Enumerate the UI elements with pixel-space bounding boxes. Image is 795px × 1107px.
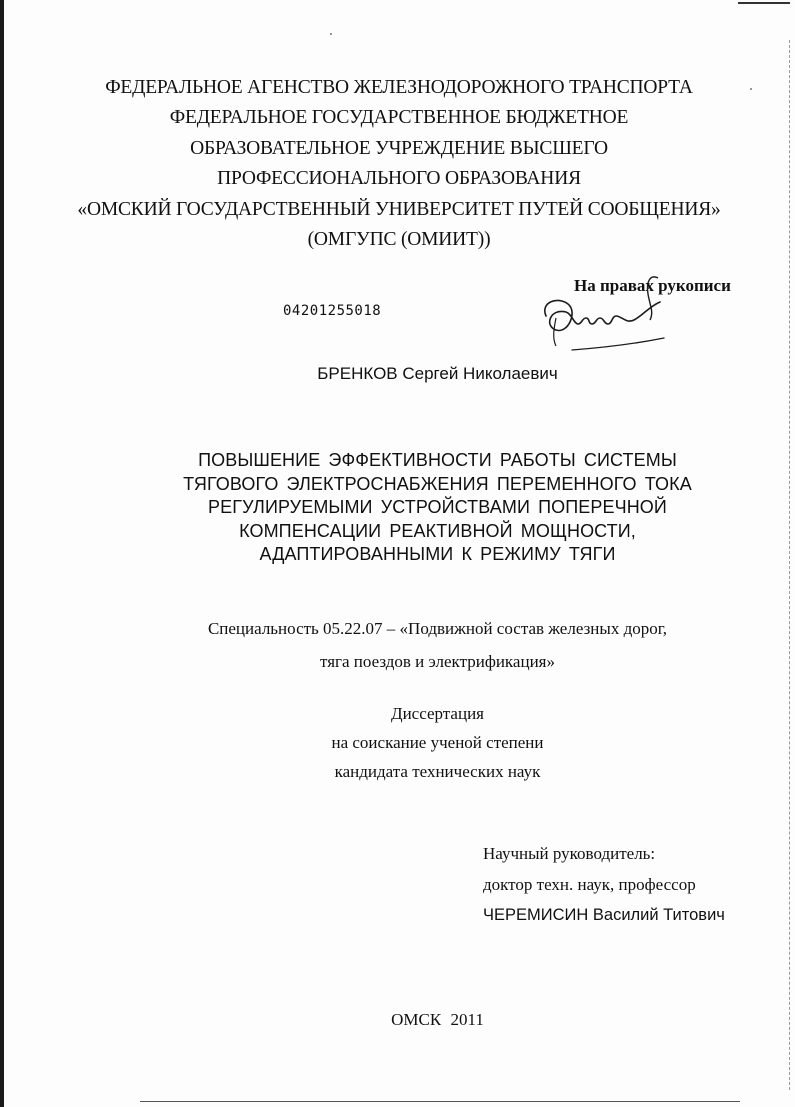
scan-left-edge: [0, 0, 4, 1107]
header-line: ФЕДЕРАЛЬНОЕ ГОСУДАРСТВЕННОЕ БЮДЖЕТНОЕ: [169, 107, 629, 129]
title-line: ПОВЫШЕНИЕ ЭФФЕКТИВНОСТИ РАБОТЫ СИСТЕМЫ: [198, 450, 677, 470]
specialty: [40, 612, 795, 678]
handwritten-signature: [538, 272, 668, 358]
degree-line: на соискание ученой степени: [331, 733, 544, 752]
scan-speck: [330, 33, 332, 35]
header-line: ПРОФЕССИОНАЛЬНОГО ОБРАЗОВАНИЯ: [217, 168, 581, 190]
specialty-line: Специальность 05.22.07 – «Подвижной состав железных дорог,: [207, 619, 668, 638]
scan-bottom-edge: [140, 1101, 740, 1102]
header-line: ОБРАЗОВАТЕЛЬНОЕ УЧРЕЖДЕНИЕ ВЫСШЕГО: [190, 137, 608, 159]
supervisor-label: Научный руководитель:: [483, 844, 656, 863]
header-line: «ОМСКИЙ ГОСУДАРСТВЕННЫЙ УНИВЕРСИТЕТ ПУТЕЙ СООБЩЕНИЯ»: [77, 198, 721, 220]
dissertation-title: [40, 449, 795, 567]
degree-line: Диссертация: [390, 704, 484, 723]
scan-top-mark: [738, 2, 790, 4]
title-line: КОМПЕНСАЦИИ РЕАКТИВНОЙ МОЩНОСТИ,: [239, 520, 636, 541]
header-line: ФЕДЕРАЛЬНОЕ АГЕНСТВО ЖЕЛЕЗНОДОРОЖНОГО ТРАНСПОРТА: [105, 77, 693, 98]
degree-statement: [40, 699, 795, 786]
supervisor-name: ЧЕРЕМИСИН Василий Титович: [483, 906, 725, 924]
title-line: ТЯГОВОГО ЭЛЕКТРОСНАБЖЕНИЯ ПЕРЕМЕННОГО ТОКА: [183, 473, 692, 494]
institution-header: [26, 73, 772, 255]
title-line: АДАПТИРОВАННЫМИ К РЕЖИМУ ТЯГИ: [259, 544, 616, 564]
header-line: (ОМГУПС (ОМИИТ)): [307, 229, 491, 251]
supervisor-block: [483, 839, 725, 931]
supervisor-credentials: доктор техн. наук, профессор: [483, 874, 696, 894]
city-year: ОМСК 2011: [391, 1010, 484, 1029]
registration-number: 04201255018: [283, 303, 382, 319]
specialty-line: тяга поездов и электрификация»: [320, 652, 555, 671]
manuscript-note: На правах рукописи: [574, 276, 731, 295]
degree-line: кандидата технических наук: [334, 762, 541, 781]
author-name: БРЕНКОВ Сергей Николаевич: [317, 364, 558, 383]
title-line: РЕГУЛИРУЕМЫМИ УСТРОЙСТВАМИ ПОПЕРЕЧНОЙ: [208, 497, 667, 517]
